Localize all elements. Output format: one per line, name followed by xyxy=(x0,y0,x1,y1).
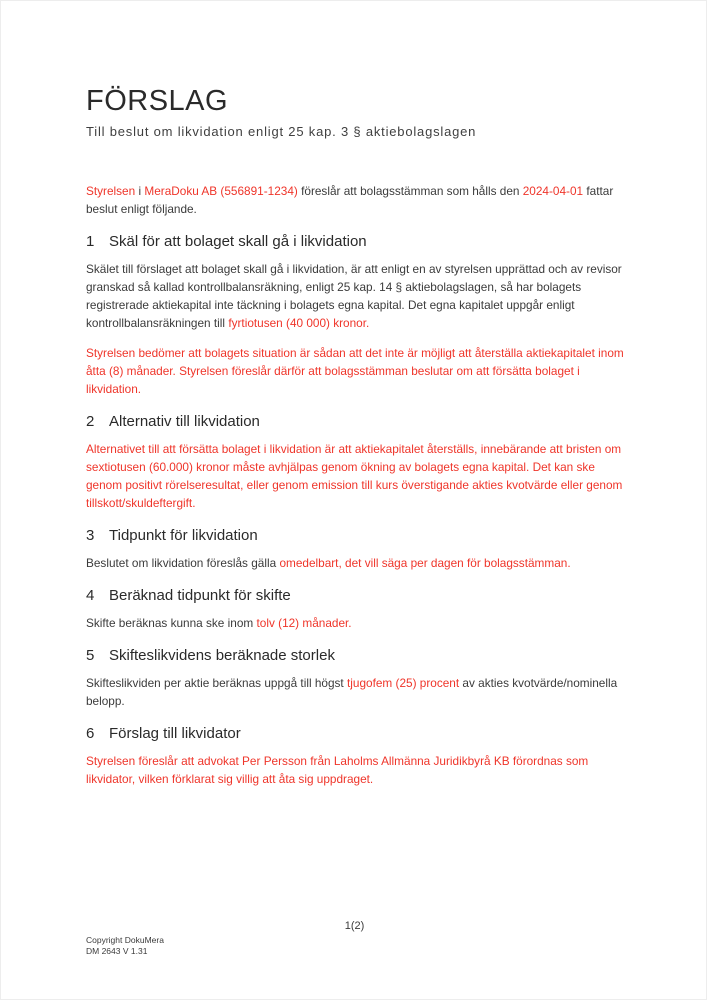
paragraph xyxy=(86,554,628,572)
text-run: av akties kvotvärde/nominella belopp. xyxy=(86,676,618,708)
section-title: Beräknad tidpunkt för skifte xyxy=(109,587,291,604)
document-title: FÖRSLAG xyxy=(86,85,229,117)
text-run-red: tolv (12) månader. xyxy=(256,616,352,630)
section-number: 4 xyxy=(86,587,95,604)
text-run: Skifte beräknas kunna ske inom xyxy=(86,616,257,630)
text-run-red: tjugofem (25) procent xyxy=(347,676,460,690)
text-run: Skälet till förslaget att bolaget skall gå i likvidation, är att enligt en av styrelsen upprättad och av revisor granskad så kallad kontrollbalansräkning, enligt 25 kap. 14 § aktiebolagslagen, så har bolagets registrerade aktiekapital inte täckning i bolagets egna kapital. Det egna kapitalet uppgår enligt kontrollbalansräkningen till xyxy=(86,262,622,330)
text-run-red: Alternativet till att försätta bolaget i likvidation är att aktiekapitalet återställs, innebärande att bristen om sextiotusen (60.000) kronor måste avhjälpas genom ökning av bolagets egna kapital. Det kan ske genom positivt rörelseresultat, eller genom emission till kurs överstigande akties kvotvärde eller genom tillskott/skuldeftergift. xyxy=(86,442,623,510)
text-run-red: Styrelsen bedömer att bolagets situation är sådan att det inte är möjligt att återställa aktiekapitalet inom åtta (8) månader. Styrelsen föreslår därför att bolagsstämman beslutar om att försätta bolaget i likvidation. xyxy=(86,346,624,396)
section-5 xyxy=(86,646,628,710)
paragraph xyxy=(86,614,628,632)
text-run: i xyxy=(135,184,145,198)
text-run: Skifteslikviden per aktie beräknas uppgå till högst xyxy=(86,676,347,690)
footer-copyright: Copyright DokuMera xyxy=(86,935,164,945)
paragraph xyxy=(86,344,628,398)
text-run: fattar beslut enligt följande. xyxy=(86,184,614,216)
section-title: Tidpunkt för likvidation xyxy=(109,527,258,544)
section-6 xyxy=(86,724,628,788)
text-run-red: Styrelsen föreslår att advokat Per Persson från Laholms Allmänna Juridikbyrå KB förordnas som likvidator, vilken förklarat sig villig att åta sig uppdraget. xyxy=(86,754,589,786)
footer xyxy=(86,935,164,957)
section-number: 2 xyxy=(86,413,95,430)
section-number: 5 xyxy=(86,647,95,664)
text-run-red: fyrtiotusen (40 000) kronor. xyxy=(228,316,370,330)
section-1 xyxy=(86,232,628,398)
text-run: Beslutet om likvidation föreslås gälla xyxy=(86,556,280,570)
document-content xyxy=(86,85,628,800)
section-number: 3 xyxy=(86,527,95,544)
text-run-red: omedelbart, det vill säga per dagen för bolagsstämman. xyxy=(279,556,571,570)
text-run: föreslår att bolagsstämman som hålls den xyxy=(297,184,523,198)
page-number: 1(2) xyxy=(344,920,365,932)
paragraph xyxy=(86,260,628,332)
text-run-red: Styrelsen xyxy=(86,184,136,198)
section-2 xyxy=(86,412,628,512)
section-heading xyxy=(86,412,628,432)
section-title: Förslag till likvidator xyxy=(109,725,241,742)
document-subtitle: Till beslut om likvidation enligt 25 kap. 3 § aktiebolagslagen xyxy=(86,124,477,139)
section-title: Skäl för att bolaget skall gå i likvidation xyxy=(109,233,367,250)
section-4 xyxy=(86,586,628,632)
section-heading xyxy=(86,526,628,546)
section-number: 6 xyxy=(86,725,95,742)
section-title: Skifteslikvidens beräknade storlek xyxy=(109,647,335,664)
paragraph xyxy=(86,674,628,710)
paragraph xyxy=(86,752,628,788)
section-3 xyxy=(86,526,628,572)
section-heading xyxy=(86,724,628,744)
intro-paragraph xyxy=(86,182,628,218)
text-run-red: MeraDoku AB (556891-1234) xyxy=(144,184,298,198)
footer-doc-id: DM 2643 V 1.31 xyxy=(86,946,148,956)
section-heading xyxy=(86,586,628,606)
section-title: Alternativ till likvidation xyxy=(109,413,260,430)
section-heading xyxy=(86,232,628,252)
paragraph xyxy=(86,440,628,512)
section-number: 1 xyxy=(86,233,95,250)
text-run-red: 2024-04-01 xyxy=(522,184,584,198)
section-heading xyxy=(86,646,628,666)
